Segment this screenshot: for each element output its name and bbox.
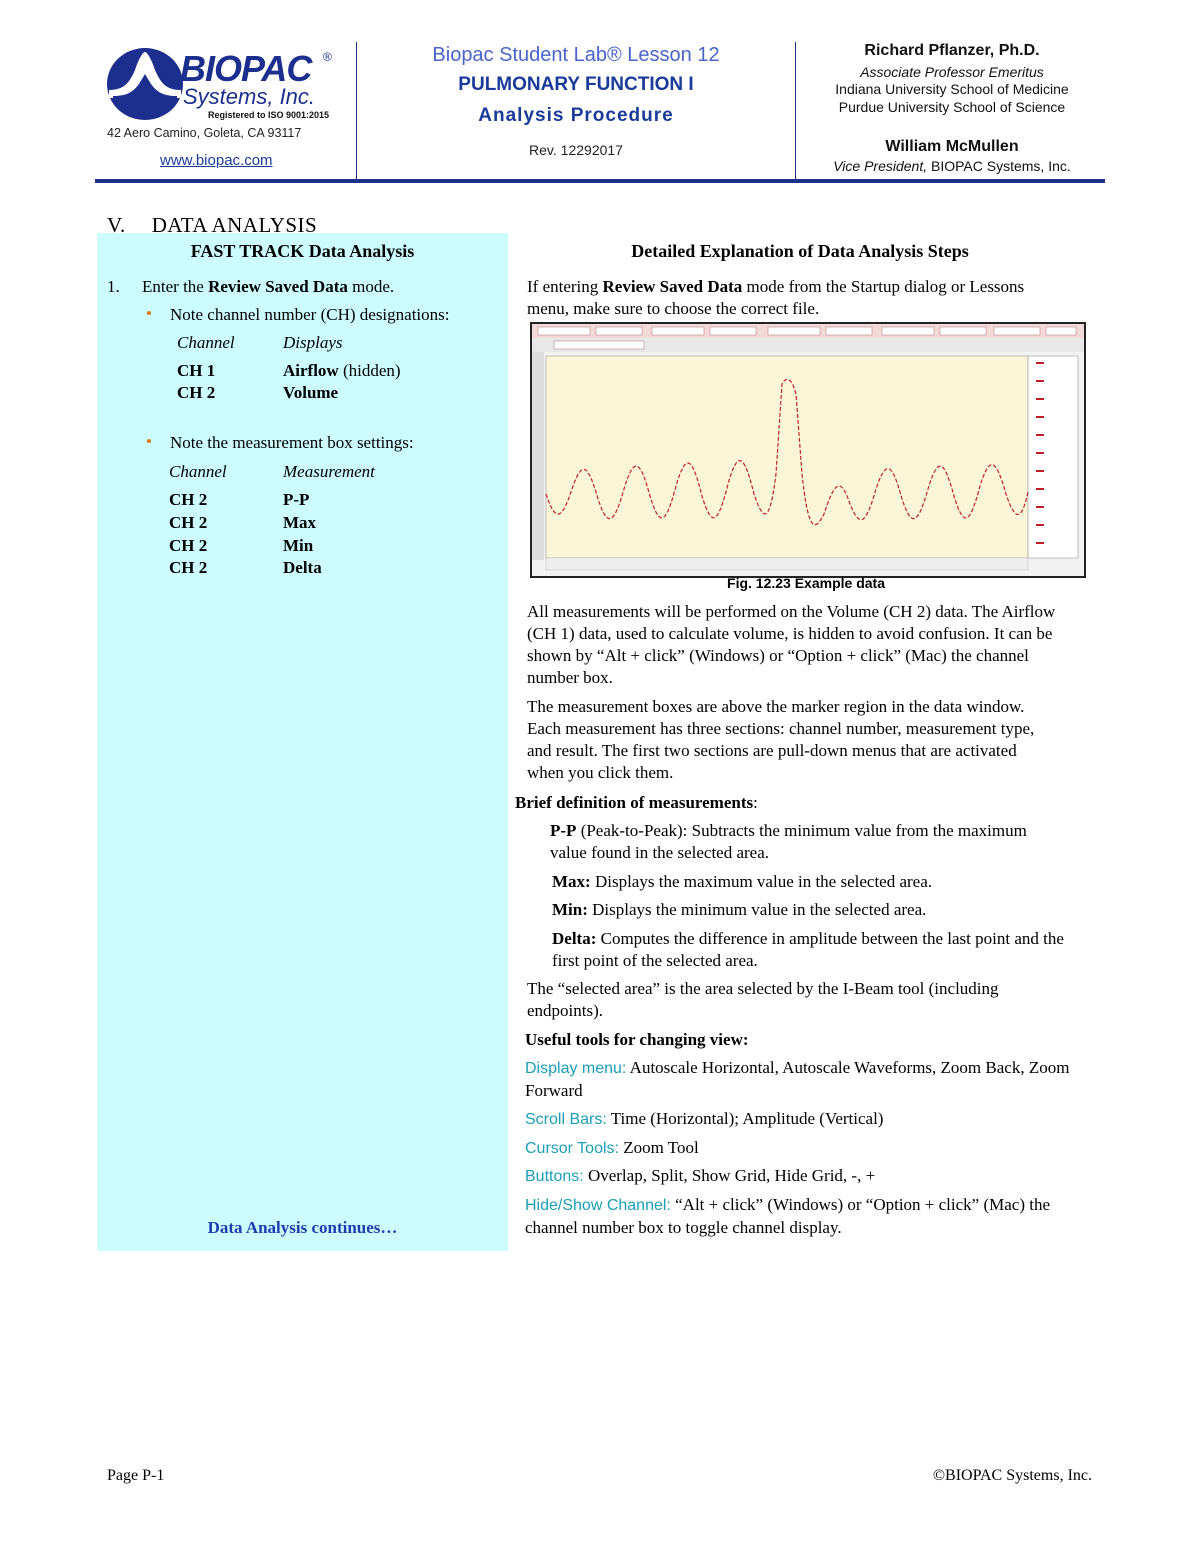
- author1-role: Associate Professor Emeritus: [860, 64, 1044, 80]
- analysis-procedure-title: Analysis Procedure: [478, 105, 674, 126]
- paragraph-volume: All measurements will be performed on the Volume (CH 2) data. The Airflow (CH 1) data, used to calculate volume, is hidden to avoid confusion. It can be shown by “Alt + click” (Windows) or “Option + click” (Mac) the channel number box.: [527, 602, 1056, 687]
- revision: Rev. 12292017: [529, 142, 623, 158]
- table-row-measure: P-P: [283, 490, 310, 509]
- table-row-measure: Delta: [283, 558, 322, 577]
- logo-registered-mark: ®: [323, 50, 332, 64]
- tools-heading: Useful tools for changing view:: [525, 1030, 749, 1049]
- header-divider-left: [356, 42, 357, 180]
- tool-scroll-bars: Scroll Bars: Time (Horizontal); Amplitude (Vertical): [525, 1109, 884, 1128]
- author2-name: William McMullen: [885, 138, 1019, 155]
- brief-definitions-heading: Brief definition of measurements:: [515, 793, 758, 812]
- step-1-number: 1.: [107, 277, 120, 296]
- step-1-text: Enter the Review Saved Data mode.: [142, 277, 395, 296]
- meas-channel-header: Channel: [169, 462, 227, 481]
- lesson-title: Biopac Student Lab® Lesson 12: [432, 44, 720, 66]
- website-link[interactable]: www.biopac.com: [160, 152, 273, 169]
- table-row-ch: CH 1: [177, 361, 216, 380]
- table-row-ch: CH 2: [169, 536, 208, 555]
- bullet-icon: •: [146, 304, 152, 323]
- table-row-ch: CH 2: [169, 490, 208, 509]
- section-title: V. DATA ANALYSIS: [107, 213, 318, 237]
- logo-iso: Registered to ISO 9001:2015: [208, 110, 330, 120]
- footer-copyright: ©BIOPAC Systems, Inc.: [932, 1467, 1092, 1484]
- author1-name: Richard Pflanzer, Ph.D.: [864, 42, 1040, 59]
- detailed-intro: If entering Review Saved Data mode from the Startup dialog or Lessons menu, make sure to choose the correct file.: [527, 277, 1025, 318]
- displays-header: Displays: [283, 333, 343, 352]
- definition-delta: Delta: Computes the difference in amplitude between the last point and the first point of the selected area.: [552, 929, 1064, 970]
- author1-inst1: Indiana University School of Medicine: [835, 81, 1069, 97]
- definition-max: Max: Displays the maximum value in the selected area.: [552, 872, 933, 891]
- selected-area-note: The “selected area” is the area selected by the I-Beam tool (including endpoints).: [527, 979, 999, 1020]
- pulmonary-title: PULMONARY FUNCTION I: [458, 74, 694, 95]
- tool-buttons: Buttons: Overlap, Split, Show Grid, Hide Grid, -, +: [525, 1166, 876, 1185]
- bullet-icon: •: [146, 432, 152, 451]
- example-data-screenshot: [532, 324, 1084, 576]
- tool-display-menu: Display menu: Autoscale Horizontal, Autoscale Waveforms, Zoom Back, Zoom Forward: [525, 1058, 1070, 1100]
- tool-cursor-tools: Cursor Tools: Zoom Tool: [525, 1138, 699, 1157]
- header-divider-right: [795, 42, 796, 180]
- table-row-display: Airflow (hidden): [283, 361, 401, 380]
- paragraph-measurement-boxes: The measurement boxes are above the marker region in the data window. Each measurement has three sections: channel number, measurement type, and result. The first two sections are pull-down menus that are activated when you click them.: [527, 697, 1035, 782]
- logo-sub: Systems, Inc.: [183, 84, 316, 109]
- company-address: 42 Aero Camino, Goleta, CA 93117: [107, 126, 302, 140]
- table-row-ch: CH 2: [169, 513, 208, 532]
- fast-track-heading: FAST TRACK Data Analysis: [190, 241, 415, 261]
- table-row-ch: CH 2: [177, 383, 216, 402]
- definition-pp: P-P (Peak-to-Peak): Subtracts the minimum value from the maximum value found in the selected area.: [550, 821, 1027, 862]
- table-row-measure: Min: [283, 536, 314, 555]
- tool-hide-show-channel: Hide/Show Channel: “Alt + click” (Windows) or “Option + click” (Mac) the channel number box to toggle channel display.: [525, 1195, 1051, 1237]
- logo-brand: BIOPAC: [180, 48, 312, 89]
- detailed-heading: Detailed Explanation of Data Analysis Steps: [631, 241, 969, 261]
- example-data-figure: [530, 322, 1086, 578]
- bullet-measurement-note: Note the measurement box settings:: [170, 433, 414, 452]
- author1-inst2: Purdue University School of Science: [838, 99, 1066, 115]
- table-row-measure: Max: [283, 513, 317, 532]
- channel-header: Channel: [177, 333, 235, 352]
- figure-caption: Fig. 12.23 Example data: [727, 575, 885, 591]
- author2-role: Vice President, BIOPAC Systems, Inc.: [833, 158, 1071, 174]
- table-row-ch: CH 2: [169, 558, 208, 577]
- table-row-display: Volume: [283, 383, 339, 402]
- page-number: Page P-1: [107, 1467, 165, 1484]
- definition-min: Min: Displays the minimum value in the selected area.: [552, 900, 927, 919]
- data-analysis-continues: Data Analysis continues…: [207, 1218, 398, 1237]
- measurement-header: Measurement: [283, 462, 375, 481]
- header-rule: [95, 179, 1105, 183]
- bullet-channel-note: Note channel number (CH) designations:: [170, 305, 450, 324]
